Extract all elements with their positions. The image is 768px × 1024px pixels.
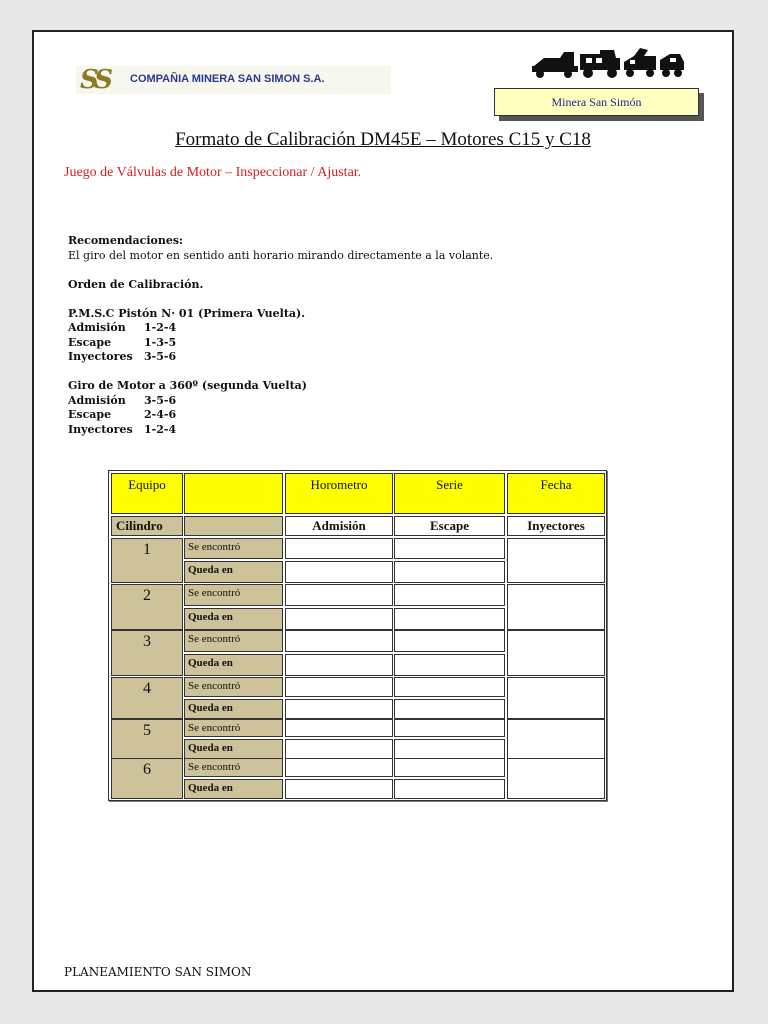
admission-found-input[interactable] [285,630,393,652]
second-turn-heading: Giro de Motor a 360º (segunda Vuelta) [68,379,308,392]
calibration-table [108,470,607,801]
admission-found-input[interactable] [285,758,393,777]
exhaust-found-input[interactable] [394,584,505,606]
final-label: Queda en [184,654,283,676]
second-turn-row [68,408,493,423]
found-label: Se encontró [184,584,283,606]
subheader-blank [184,516,283,536]
header-blank [184,473,283,514]
injectors-input[interactable] [507,630,605,676]
found-label: Se encontró [184,630,283,652]
exhaust-found-input[interactable] [394,538,505,559]
second-turn-list [68,394,493,438]
found-label: Se encontró [184,758,283,777]
second-turn-label: Escape [68,408,112,421]
exhaust-final-input[interactable] [394,561,505,583]
exhaust-found-input[interactable] [394,677,505,697]
final-label: Queda en [184,739,283,759]
exhaust-found-input[interactable] [394,719,505,737]
exhaust-final-input[interactable] [394,779,505,799]
injectors-input[interactable] [507,538,605,583]
exhaust-final-input[interactable] [394,739,505,759]
second-turn-row [68,394,493,409]
admission-final-input[interactable] [285,561,393,583]
second-turn-value: 1-2-4 [144,422,177,436]
exhaust-final-input[interactable] [394,699,505,719]
injectors-input[interactable] [507,758,605,799]
cylinder-number: 2 [111,584,183,630]
recommendations-heading: Recomendaciones: [68,234,184,247]
page-subtitle: Juego de Válvulas de Motor – Inspeccionar / Ajustar. [64,165,362,180]
company-logo [76,66,391,94]
logo-mark: SS [80,65,109,95]
cylinder-number: 4 [111,677,183,719]
second-turn-value: 3-5-6 [144,393,177,407]
final-label: Queda en [184,699,283,719]
cylinder-number: 1 [111,538,183,583]
found-label: Se encontró [184,677,283,697]
cylinder-number: 6 [111,758,183,799]
footer-text: PLANEAMIENTO SAN SIMON [64,965,252,979]
final-label: Queda en [184,779,283,799]
first-turn-label: Inyectores [68,350,133,363]
admission-found-input[interactable] [285,584,393,606]
found-label: Se encontró [184,719,283,737]
first-turn-value: 3-5-6 [144,350,177,363]
exhaust-final-input[interactable] [394,608,505,630]
first-turn-label: Escape [68,335,112,349]
page-title-text: Formato de Calibración DM45E – Motores C15 y C18 [175,129,591,150]
admission-found-input[interactable] [285,538,393,559]
header-horometro: Horometro [285,473,393,514]
admission-final-input[interactable] [285,699,393,719]
subheader-cilindro: Cilindro [111,516,183,536]
cylinder-number: 5 [111,719,183,759]
injectors-input[interactable] [507,677,605,719]
document-page [32,30,734,992]
injectors-input[interactable] [507,584,605,630]
second-turn-value: 2-4-6 [144,408,177,421]
admission-final-input[interactable] [285,608,393,630]
first-turn-value: 1-2-4 [144,321,177,334]
first-turn-list [68,321,493,365]
exhaust-final-input[interactable] [394,654,505,676]
order-heading: Orden de Calibración. [68,277,204,291]
second-turn-label: Inyectores [68,422,133,436]
brand-box: Minera San Simón [494,88,699,116]
second-turn-label: Admisión [68,393,126,407]
subheader-admisión: Admisión [285,516,393,536]
first-turn-row [68,321,493,336]
subheader-escape: Escape [394,516,505,536]
found-label: Se encontró [184,538,283,559]
admission-found-input[interactable] [285,677,393,697]
admission-final-input[interactable] [285,739,393,759]
first-turn-row [68,336,493,351]
second-turn-row [68,423,493,438]
first-turn-heading: P.M.S.C Pistón N· 01 (Primera Vuelta). [68,306,306,320]
admission-final-input[interactable] [285,654,393,676]
first-turn-label: Admisión [68,321,126,334]
exhaust-found-input[interactable] [394,758,505,777]
header-serie: Serie [394,473,505,514]
cylinder-number: 3 [111,630,183,676]
first-turn-row [68,350,493,365]
subheader-inyectores: Inyectores [507,516,605,536]
instructions [68,234,493,437]
admission-found-input[interactable] [285,719,393,737]
header-fecha: Fecha [507,473,605,514]
mining-trucks-icon [530,44,686,80]
exhaust-found-input[interactable] [394,630,505,652]
final-label: Queda en [184,608,283,630]
page-title [34,129,732,151]
injectors-input[interactable] [507,719,605,759]
header-equipo: Equipo [111,473,183,514]
admission-final-input[interactable] [285,779,393,799]
final-label: Queda en [184,561,283,583]
recommendations-text: El giro del motor en sentido anti horario mirando directamente a la volante. [68,248,494,262]
company-name: COMPAÑIA MINERA SAN SIMON S.A. [130,73,325,85]
first-turn-value: 1-3-5 [144,335,177,349]
